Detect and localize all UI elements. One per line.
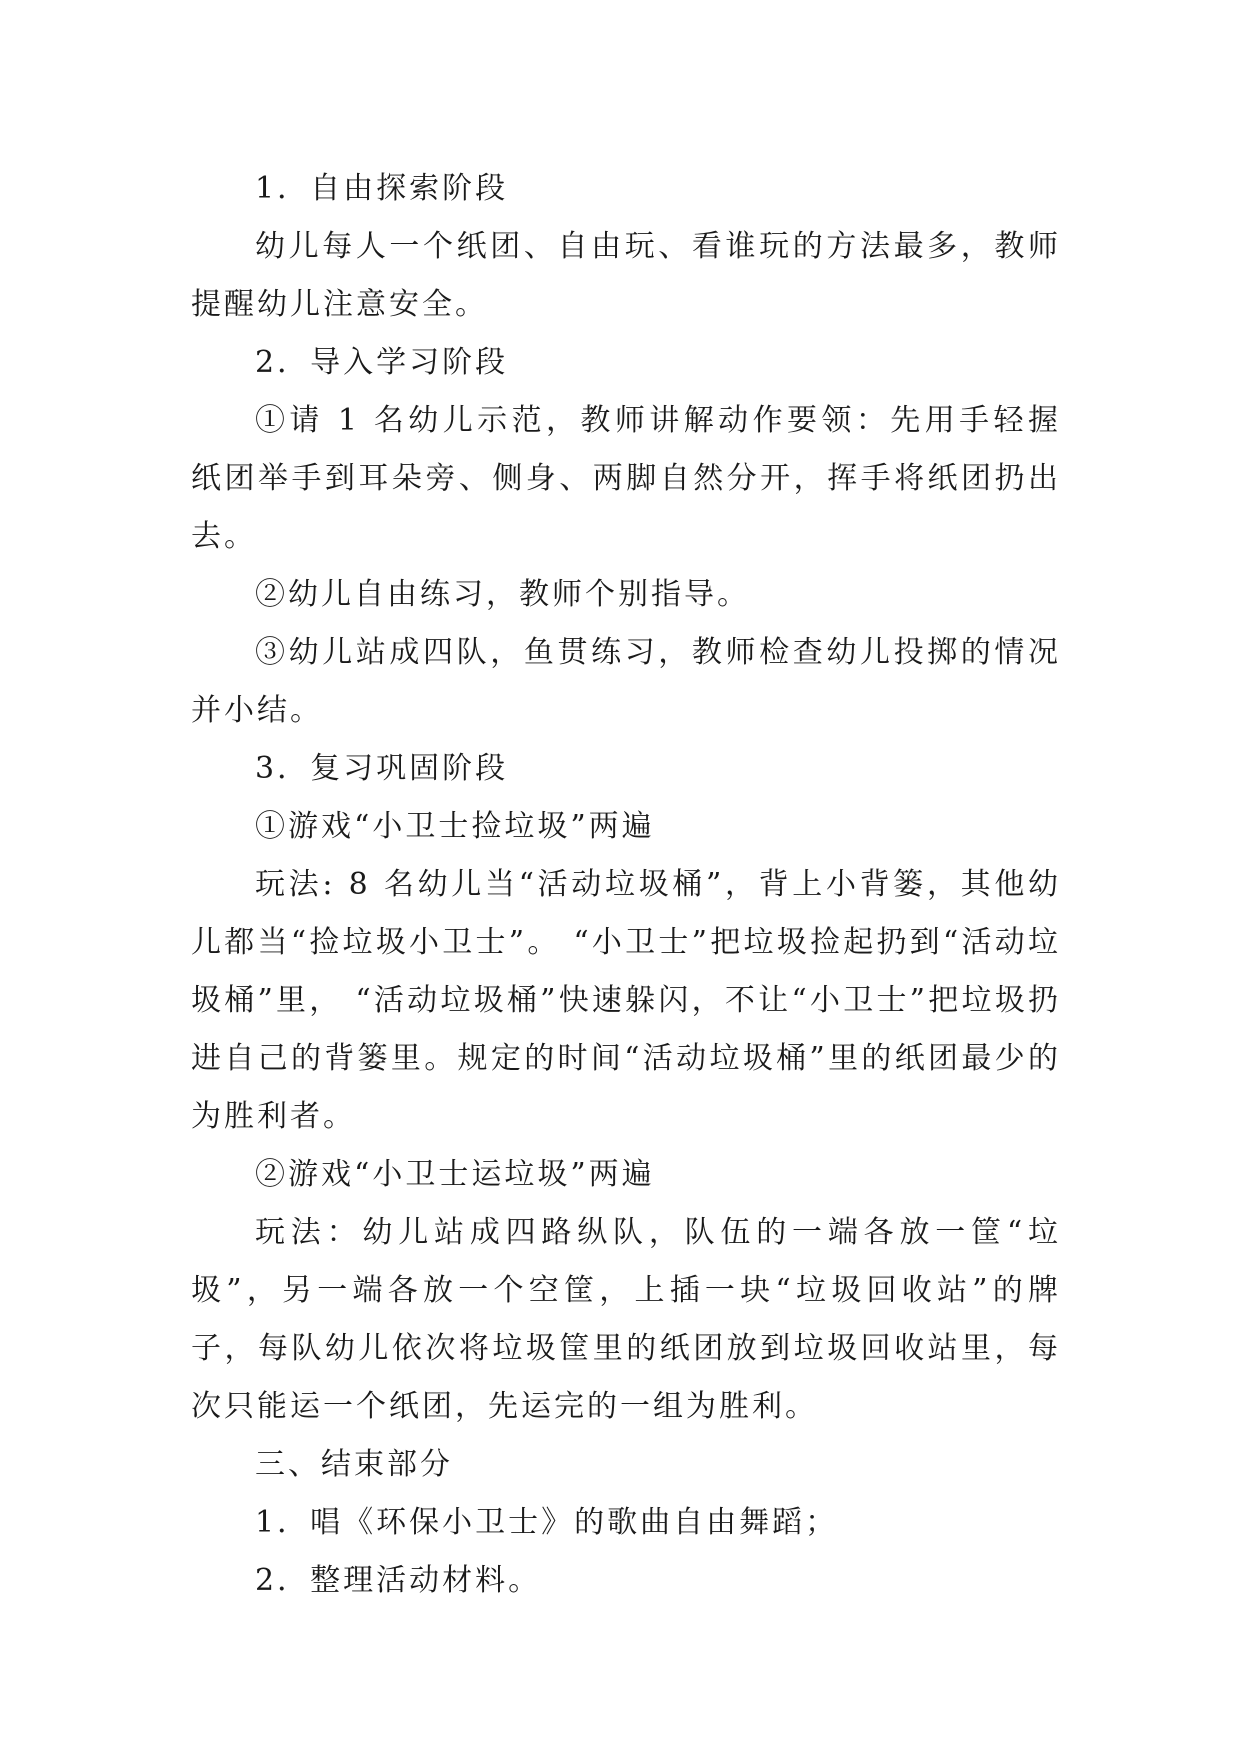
paragraph-free-play: 幼儿每人一个纸团、自由玩、看谁玩的方法最多，教师提醒幼儿注意安全。 <box>191 229 1061 322</box>
paragraph-game-pick-up-rules: 玩法: 8 名幼儿当“活动垃圾桶”，背上小背篓，其他幼儿都当“捡垃圾小卫士”。 “小卫士”把垃圾捡起扔到“活动垃圾桶”里， “活动垃圾桶”快速躲闪，不让“小卫士”把垃圾扔进自己的背篓里。规定的时间“活动垃圾桶”里的纸团最少的为胜利者。 <box>191 867 1061 1134</box>
heading-review-stage: 3．复习巩固阶段 <box>255 751 509 786</box>
paragraph-song-dance: 1．唱《环保小卫士》的歌曲自由舞蹈； <box>255 1505 839 1540</box>
heading-game-pick-up: ①游戏“小卫士捡垃圾”两遍 <box>255 809 655 844</box>
paragraph-demonstration: ①请 1 名幼儿示范，教师讲解动作要领：先用手轻握纸团举手到耳朵旁、侧身、两脚自然分开，挥手将纸团扔出去。 <box>191 403 1061 554</box>
heading-free-exploration: 1．自由探索阶段 <box>255 171 509 206</box>
paragraph-queue-practice: ③幼儿站成四队，鱼贯练习，教师检查幼儿投掷的情况并小结。 <box>191 635 1061 728</box>
paragraph-tidy-materials: 2．整理活动材料。 <box>255 1563 542 1598</box>
heading-guided-learning: 2．导入学习阶段 <box>255 345 509 380</box>
document-body <box>191 160 1061 1610</box>
paragraph-free-practice: ②幼儿自由练习，教师个别指导。 <box>255 577 750 612</box>
paragraph-game-transport-rules: 玩法：幼儿站成四路纵队，队伍的一端各放一筐“垃圾”，另一端各放一个空筐，上插一块“垃圾回收站”的牌子，每队幼儿依次将垃圾筐里的纸团放到垃圾回收站里，每次只能运一个纸团，先运完的一组为胜利。 <box>191 1215 1061 1424</box>
heading-ending-section: 三、结束部分 <box>255 1447 453 1482</box>
heading-game-transport: ②游戏“小卫士运垃圾”两遍 <box>255 1157 655 1192</box>
